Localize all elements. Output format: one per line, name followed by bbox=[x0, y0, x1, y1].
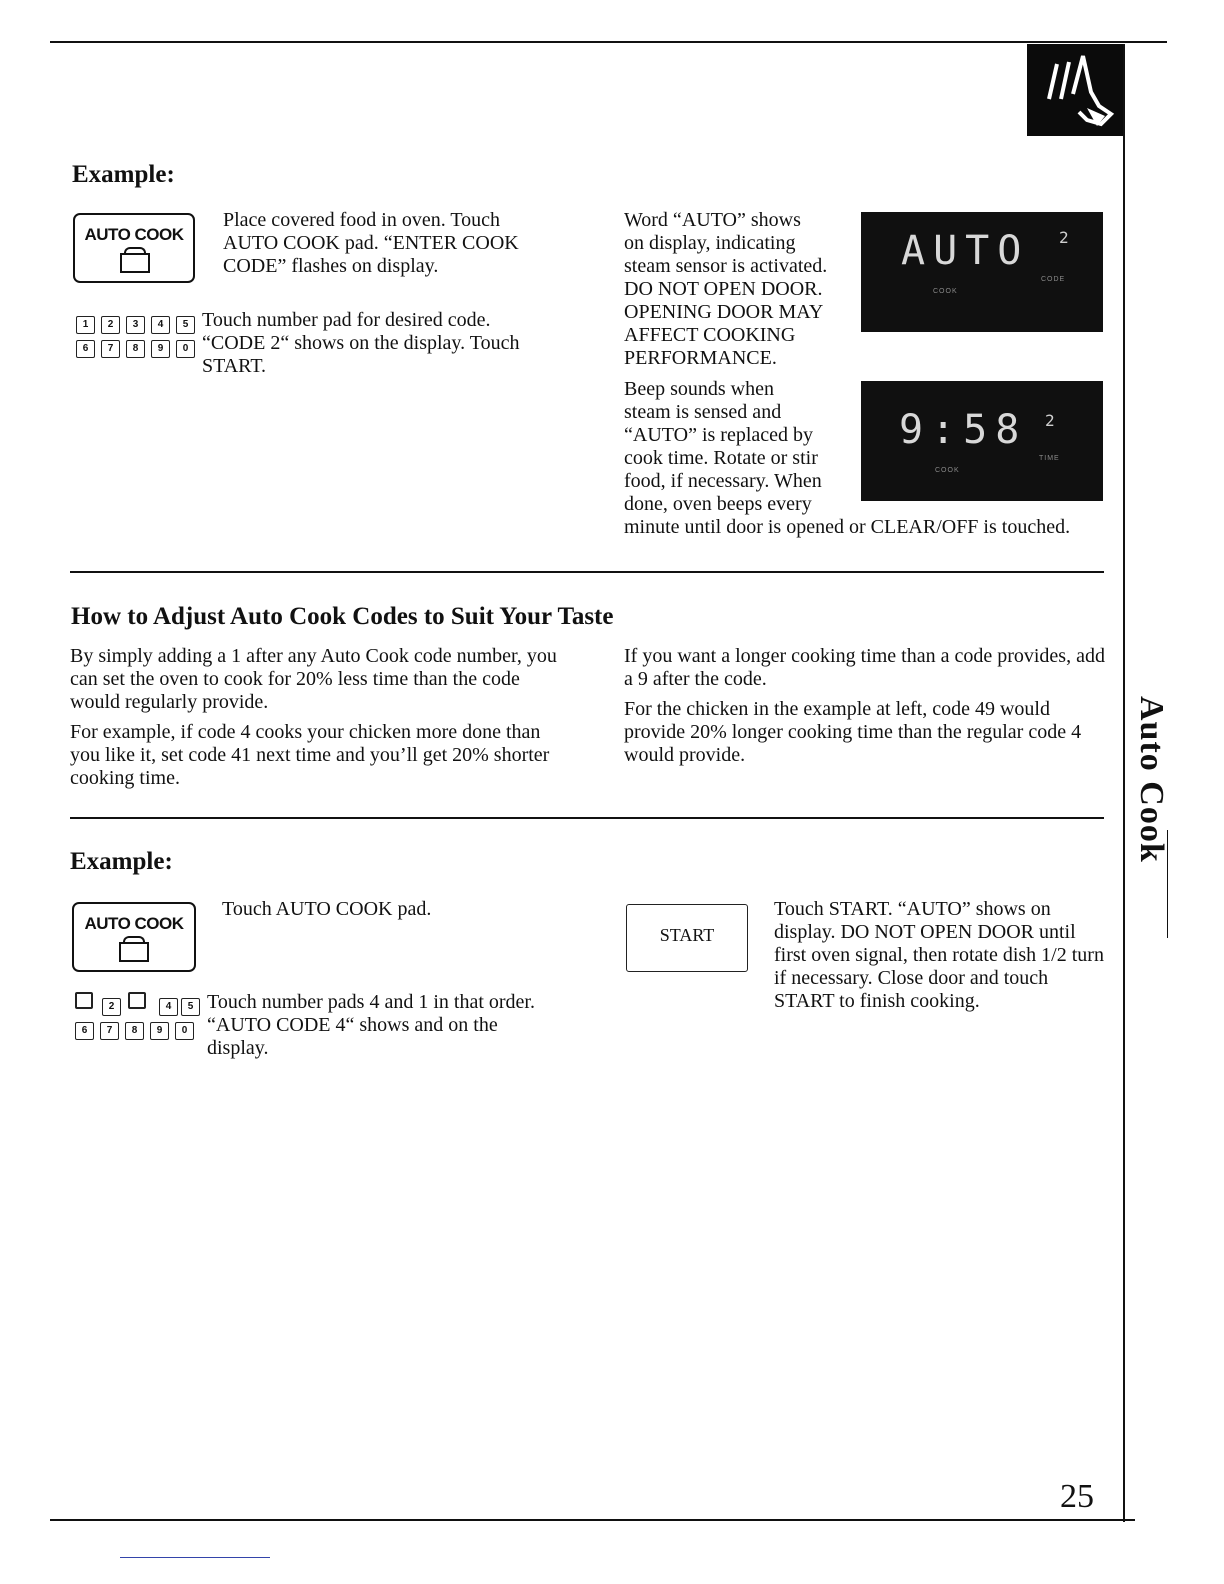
number-keypad-2[interactable] bbox=[75, 990, 205, 1040]
auto-cook-pad-2[interactable] bbox=[72, 902, 196, 972]
start-button-label: START bbox=[659, 925, 715, 945]
display1-line-3: steam sensor is activated. bbox=[624, 255, 828, 277]
key-0[interactable]: 0 bbox=[176, 340, 195, 358]
side-tab-label: Auto Cook bbox=[1133, 696, 1170, 863]
display1-line-5: OPENING DOOR MAY bbox=[624, 301, 824, 323]
start-button[interactable] bbox=[626, 904, 748, 972]
key-3[interactable]: 3 bbox=[126, 316, 145, 334]
bottom-rule bbox=[50, 1519, 1135, 1521]
display2-line-5: food, if necessary. When bbox=[624, 470, 822, 492]
display2-line-3: “AUTO” is replaced by bbox=[624, 424, 814, 446]
key-1-pressed[interactable] bbox=[75, 992, 93, 1009]
key-7[interactable]: 7 bbox=[100, 1022, 119, 1040]
display1-description bbox=[624, 209, 854, 370]
display2-line-6: done, oven beeps every bbox=[624, 493, 812, 515]
bottom-thin-rule bbox=[120, 1557, 270, 1558]
key-8[interactable]: 8 bbox=[126, 340, 145, 358]
key-9[interactable]: 9 bbox=[150, 1022, 169, 1040]
auto-cook-pad-label: AUTO COOK bbox=[84, 225, 184, 244]
display2-label-right: TIME bbox=[1039, 455, 1060, 462]
oven-dish-icon bbox=[120, 253, 150, 273]
example2-step2-text: Touch number pads 4 and 1 in that order. “AUTO CODE 4“ shows and on the display. bbox=[207, 991, 535, 1059]
key-8[interactable]: 8 bbox=[125, 1022, 144, 1040]
adjust-left-paragraph-1: By simply adding a 1 after any Auto Cook code number, you can set the oven to cook for 20% less time than the code would regularly provide. bbox=[70, 645, 557, 713]
oven-dish-icon bbox=[119, 942, 149, 962]
example1-heading: Example: bbox=[72, 161, 175, 188]
key-0[interactable]: 0 bbox=[175, 1022, 194, 1040]
display1-label-right: CODE bbox=[1041, 276, 1066, 283]
page-number: 25 bbox=[1060, 1478, 1094, 1515]
display1-line-6: AFFECT COOKING bbox=[624, 324, 796, 346]
key-4[interactable]: 4 bbox=[159, 998, 178, 1016]
display2-line-2: steam is sensed and bbox=[624, 401, 782, 423]
display1-line-2: on display, indicating bbox=[624, 232, 796, 254]
example2-step1-text: Touch AUTO COOK pad. bbox=[222, 898, 432, 920]
key-9[interactable]: 9 bbox=[151, 340, 170, 358]
top-rule bbox=[50, 41, 1167, 43]
example2-heading: Example: bbox=[70, 848, 173, 875]
display2-line-4: cook time. Rotate or stir bbox=[624, 447, 818, 469]
key-6[interactable]: 6 bbox=[76, 340, 95, 358]
display2-value: 9:58 bbox=[899, 407, 1028, 453]
section-rule-1 bbox=[70, 571, 1104, 573]
display2-screen bbox=[861, 381, 1103, 501]
example1-step1-text: Place covered food in oven. Touch AUTO COOK pad. “ENTER COOK CODE” flashes on display. bbox=[223, 209, 519, 277]
section-rule-2 bbox=[70, 817, 1104, 819]
side-tab-auto-cook bbox=[1126, 696, 1176, 870]
display2-description-tail: minute until door is opened or CLEAR/OFF is touched. bbox=[624, 516, 1071, 538]
right-rule bbox=[1123, 44, 1125, 1522]
key-6[interactable]: 6 bbox=[75, 1022, 94, 1040]
display1-line-7: PERFORMANCE. bbox=[624, 347, 777, 369]
key-4[interactable]: 4 bbox=[151, 316, 170, 334]
display2-description bbox=[624, 378, 864, 516]
adjust-left-column bbox=[70, 645, 560, 790]
display1-value: AUTO bbox=[901, 228, 1030, 274]
display2-label-left: COOK bbox=[935, 467, 960, 474]
adjust-left-paragraph-2: For example, if code 4 cooks your chicken more done than you like it, set code 41 next time and you’ll get 20% shorter cooking time. bbox=[70, 721, 550, 789]
adjust-right-paragraph-1: If you want a longer cooking time than a code provides, add a 9 after the code. bbox=[624, 645, 1105, 690]
display1-label-left: COOK bbox=[933, 288, 958, 295]
example1-step2-text: Touch number pad for desired code. “CODE 2“ shows on the display. Touch START. bbox=[202, 309, 520, 377]
key-3-pressed[interactable] bbox=[128, 992, 146, 1009]
example2-step3-text: Touch START. “AUTO” shows on display. DO NOT OPEN DOOR until first oven signal, then rotate dish 1/2 turn if necessary. Close door and touch START to finish cooking. bbox=[774, 898, 1104, 1012]
adjust-heading: How to Adjust Auto Cook Codes to Suit Your Taste bbox=[71, 603, 614, 630]
display2-superscript: 2 bbox=[1045, 411, 1055, 430]
display1-screen bbox=[861, 212, 1103, 332]
adjust-right-paragraph-2: For the chicken in the example at left, code 49 would provide 20% longer cooking time than the regular code 4 would provide. bbox=[624, 698, 1082, 766]
number-keypad[interactable] bbox=[76, 316, 200, 360]
display1-line-4: DO NOT OPEN DOOR. bbox=[624, 278, 823, 300]
display1-line-1: Word “AUTO” shows bbox=[624, 209, 801, 231]
display2-line-1: Beep sounds when bbox=[624, 378, 774, 400]
key-2[interactable]: 2 bbox=[101, 316, 120, 334]
key-5[interactable]: 5 bbox=[176, 316, 195, 334]
auto-cook-pad-2-label: AUTO COOK bbox=[84, 914, 184, 933]
display1-superscript: 2 bbox=[1059, 228, 1069, 247]
key-1[interactable]: 1 bbox=[76, 316, 95, 334]
adjust-right-column bbox=[624, 645, 1114, 767]
key-5[interactable]: 5 bbox=[181, 998, 200, 1016]
key-2[interactable]: 2 bbox=[102, 998, 121, 1016]
hand-pointer-icon bbox=[1027, 44, 1125, 136]
key-7[interactable]: 7 bbox=[101, 340, 120, 358]
auto-cook-pad[interactable] bbox=[73, 213, 195, 283]
